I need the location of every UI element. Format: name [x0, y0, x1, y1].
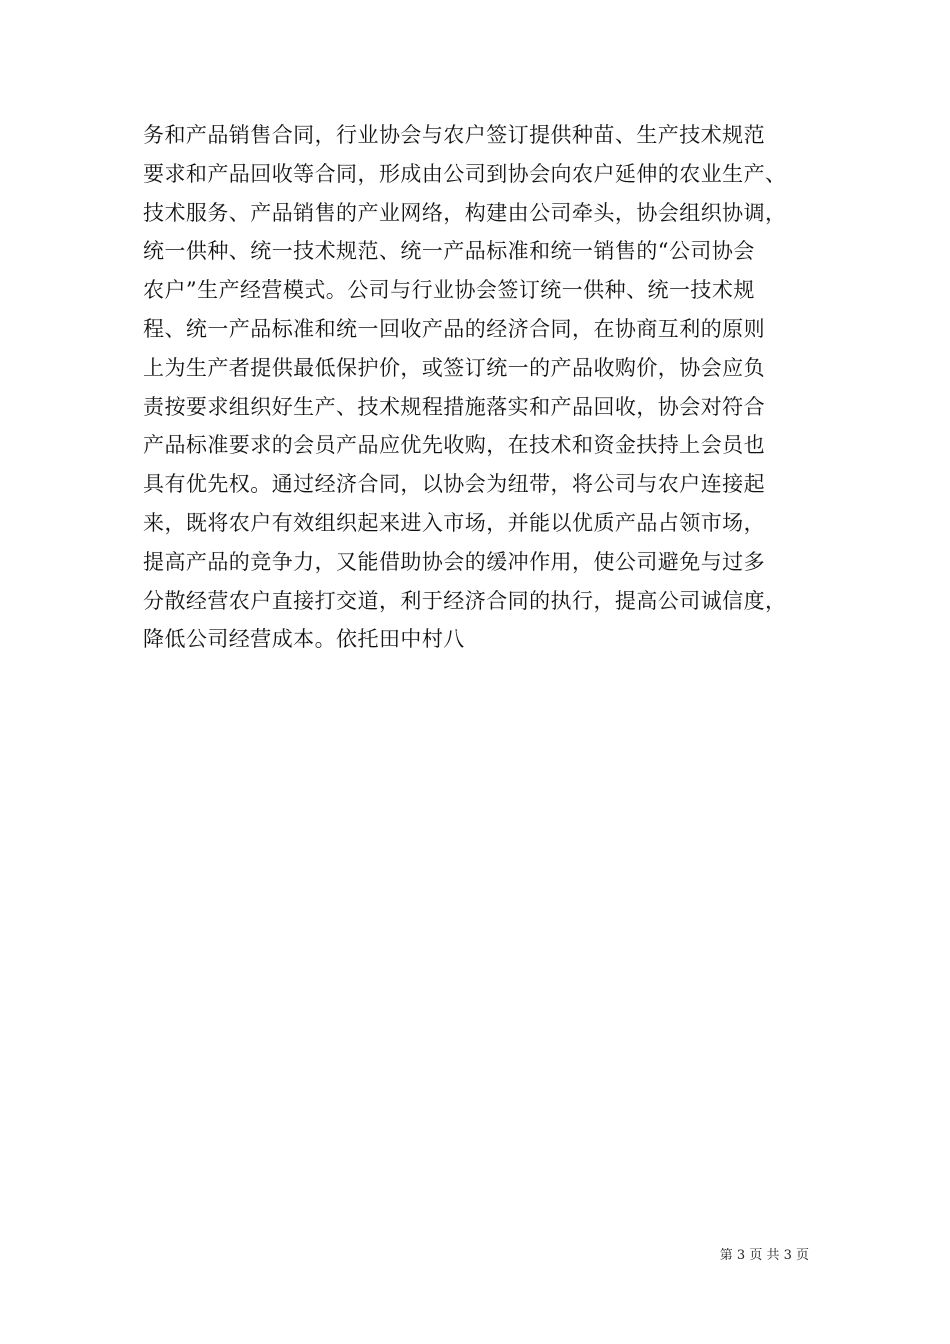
text-line: 技术服务、产品销售的产业网络，构建由公司牵头，协会组织协调，	[143, 200, 787, 225]
text-line: 责按要求组织好生产、技术规程措施落实和产品回收，协会对符合	[143, 394, 766, 419]
text-line: 农户”生产经营模式。公司与行业协会签订统一供种、统一技术规	[143, 278, 755, 303]
text-line: 分散经营农户直接打交道，利于经济合同的执行，提高公司诚信度，	[143, 588, 787, 613]
text-line: 来，既将农户有效组织起来进入市场，并能以优质产品占领市场，	[143, 510, 766, 535]
text-line: 程、统一产品标准和统一回收产品的经济合同，在协商互利的原则	[143, 316, 766, 341]
page-number: 第 3 页 共 3 页	[719, 1248, 809, 1263]
text-line: 务和产品销售合同，行业协会与农户签订提供种苗、生产技术规范	[143, 123, 766, 147]
body-paragraph	[143, 116, 833, 659]
text-line: 产品标准要求的会员产品应优先收购，在技术和资金扶持上会员也	[143, 433, 766, 458]
text-line: 统一供种、统一技术规范、统一产品标准和统一销售的“公司协会	[143, 239, 755, 264]
text-line: 降低公司经营成本。依托田中村八	[143, 627, 465, 652]
text-line: 提高产品的竞争力，又能借助协会的缓冲作用，使公司避免与过多	[143, 549, 766, 574]
text-line: 具有优先权。通过经济合同，以协会为纽带，将公司与农户连接起	[143, 472, 766, 497]
text-line: 上为生产者提供最低保护价，或签订统一的产品收购价，协会应负	[143, 355, 766, 380]
text-line: 要求和产品回收等合同，形成由公司到协会向农户延伸的农业生产、	[143, 161, 787, 186]
